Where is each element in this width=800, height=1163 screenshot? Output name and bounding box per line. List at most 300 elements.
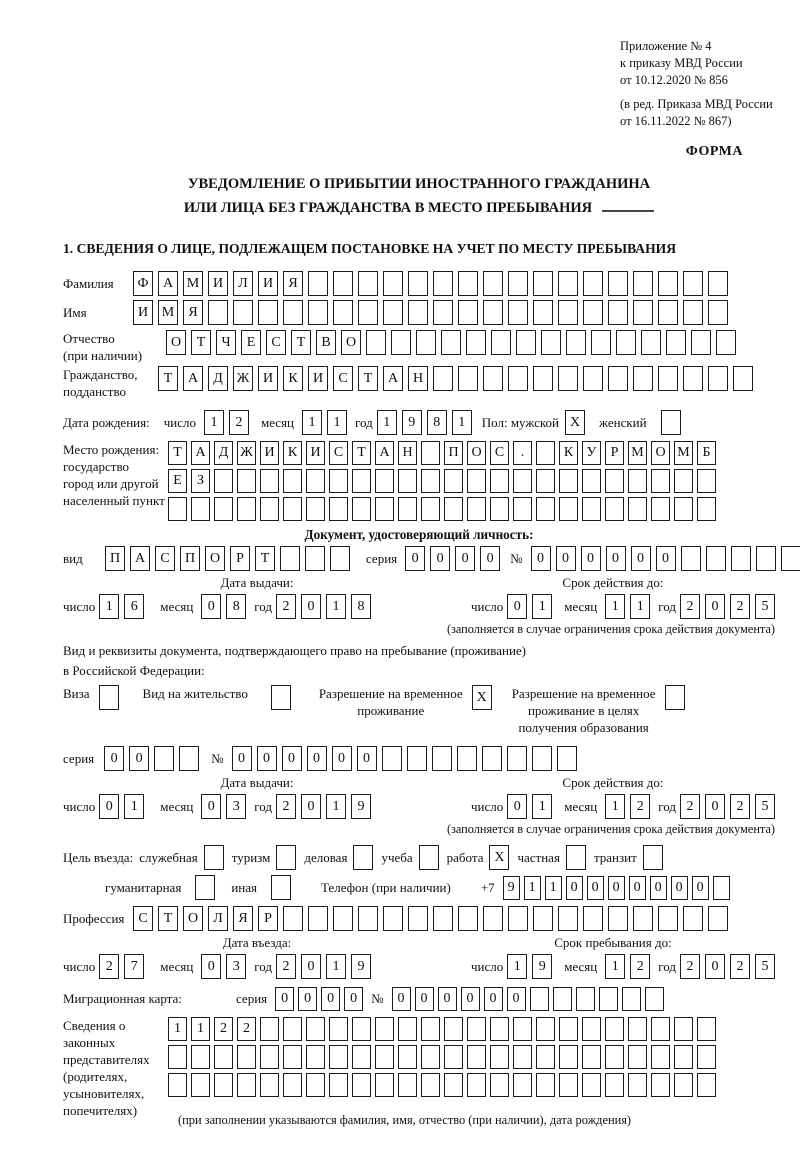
form-cell[interactable] [674, 497, 693, 521]
form-cell[interactable]: П [105, 546, 125, 571]
form-cell[interactable]: 1 [302, 410, 322, 435]
form-cell[interactable] [558, 366, 578, 391]
form-cell[interactable]: 0 [344, 987, 363, 1011]
form-cell[interactable]: 0 [332, 746, 352, 771]
form-cell[interactable] [421, 469, 440, 493]
form-cell[interactable]: 0 [301, 954, 321, 979]
form-cell[interactable]: А [158, 271, 178, 296]
form-cell[interactable]: 0 [232, 746, 252, 771]
form-cell[interactable]: 0 [484, 987, 503, 1011]
form-cell[interactable] [490, 469, 509, 493]
form-cell[interactable] [433, 271, 453, 296]
form-cell[interactable] [433, 366, 453, 391]
form-cell[interactable]: 0 [705, 594, 725, 619]
form-cell[interactable] [583, 366, 603, 391]
form-cell[interactable]: 0 [705, 794, 725, 819]
form-cell[interactable]: Ч [216, 330, 236, 355]
form-cell[interactable] [651, 1017, 670, 1041]
form-cell[interactable] [283, 1073, 302, 1097]
form-cell[interactable]: Я [183, 300, 203, 325]
form-cell[interactable] [582, 1045, 601, 1069]
form-cell[interactable] [237, 497, 256, 521]
form-cell[interactable]: 0 [438, 987, 457, 1011]
form-cell[interactable] [408, 300, 428, 325]
form-cell[interactable] [583, 300, 603, 325]
form-cell[interactable] [398, 1073, 417, 1097]
form-cell[interactable] [608, 300, 628, 325]
form-cell[interactable]: П [180, 546, 200, 571]
form-cell[interactable]: С [155, 546, 175, 571]
form-cell[interactable]: 0 [430, 546, 450, 571]
form-cell[interactable] [280, 546, 300, 571]
form-cell[interactable] [483, 366, 503, 391]
form-cell[interactable] [408, 906, 428, 931]
form-cell[interactable]: М [183, 271, 203, 296]
form-cell[interactable] [628, 1045, 647, 1069]
form-cell[interactable] [651, 469, 670, 493]
form-cell[interactable]: М [628, 441, 647, 465]
form-cell[interactable]: С [333, 366, 353, 391]
form-cell[interactable] [333, 300, 353, 325]
form-cell[interactable] [358, 906, 378, 931]
form-cell[interactable] [352, 1073, 371, 1097]
form-cell[interactable]: О [183, 906, 203, 931]
form-cell[interactable]: 1 [507, 954, 527, 979]
form-cell[interactable]: 0 [301, 594, 321, 619]
form-cell[interactable]: Т [255, 546, 275, 571]
form-cell[interactable] [375, 469, 394, 493]
form-cell[interactable] [329, 1017, 348, 1041]
form-cell[interactable]: О [341, 330, 361, 355]
form-cell[interactable] [628, 497, 647, 521]
form-cell[interactable]: 0 [671, 876, 688, 900]
form-cell[interactable]: Е [168, 469, 187, 493]
form-cell[interactable]: 2 [730, 954, 750, 979]
form-cell[interactable] [260, 1045, 279, 1069]
form-cell[interactable] [237, 1045, 256, 1069]
form-cell[interactable] [305, 546, 325, 571]
form-cell[interactable] [582, 497, 601, 521]
form-cell[interactable]: 2 [730, 594, 750, 619]
form-cell[interactable]: 0 [201, 794, 221, 819]
form-cell[interactable]: С [266, 330, 286, 355]
form-cell[interactable]: 0 [282, 746, 302, 771]
form-cell[interactable] [731, 546, 751, 571]
form-cell[interactable]: К [559, 441, 578, 465]
form-cell[interactable] [358, 271, 378, 296]
form-cell[interactable] [467, 497, 486, 521]
form-cell[interactable]: 8 [351, 594, 371, 619]
form-cell[interactable] [330, 546, 350, 571]
form-cell[interactable] [258, 300, 278, 325]
form-cell[interactable]: 9 [351, 954, 371, 979]
form-cell[interactable] [195, 875, 215, 900]
form-cell[interactable]: 1 [605, 954, 625, 979]
form-cell[interactable]: 0 [650, 876, 667, 900]
form-cell[interactable] [566, 845, 586, 870]
form-cell[interactable] [329, 1045, 348, 1069]
form-cell[interactable]: 9 [503, 876, 520, 900]
form-cell[interactable] [490, 1017, 509, 1041]
form-cell[interactable] [559, 1045, 578, 1069]
form-cell[interactable]: Д [214, 441, 233, 465]
form-cell[interactable] [708, 271, 728, 296]
form-cell[interactable] [467, 1073, 486, 1097]
form-cell[interactable] [383, 300, 403, 325]
form-cell[interactable] [358, 300, 378, 325]
form-cell[interactable]: 0 [321, 987, 340, 1011]
form-cell[interactable] [208, 300, 228, 325]
form-cell[interactable]: 1 [524, 876, 541, 900]
form-cell[interactable] [233, 300, 253, 325]
form-cell[interactable]: X [472, 685, 492, 710]
form-cell[interactable] [683, 906, 703, 931]
form-cell[interactable] [237, 469, 256, 493]
form-cell[interactable] [683, 366, 703, 391]
form-cell[interactable] [433, 300, 453, 325]
form-cell[interactable] [283, 906, 303, 931]
form-cell[interactable] [558, 906, 578, 931]
form-cell[interactable] [681, 546, 701, 571]
form-cell[interactable] [582, 1073, 601, 1097]
form-cell[interactable] [271, 685, 291, 710]
form-cell[interactable] [508, 271, 528, 296]
form-cell[interactable] [683, 300, 703, 325]
form-cell[interactable]: С [490, 441, 509, 465]
form-cell[interactable] [558, 271, 578, 296]
form-cell[interactable] [260, 1017, 279, 1041]
form-cell[interactable]: 1 [326, 594, 346, 619]
form-cell[interactable] [154, 746, 174, 771]
form-cell[interactable]: Т [358, 366, 378, 391]
form-cell[interactable]: 0 [556, 546, 576, 571]
form-cell[interactable] [583, 906, 603, 931]
form-cell[interactable] [283, 300, 303, 325]
form-cell[interactable] [482, 746, 502, 771]
form-cell[interactable] [674, 1073, 693, 1097]
form-cell[interactable] [605, 1073, 624, 1097]
form-cell[interactable]: 0 [455, 546, 475, 571]
form-cell[interactable] [513, 469, 532, 493]
form-cell[interactable]: 0 [531, 546, 551, 571]
form-cell[interactable] [628, 469, 647, 493]
form-cell[interactable] [716, 330, 736, 355]
form-cell[interactable] [697, 1045, 716, 1069]
form-cell[interactable] [708, 300, 728, 325]
form-cell[interactable]: 0 [581, 546, 601, 571]
form-cell[interactable] [306, 1017, 325, 1041]
form-cell[interactable] [179, 746, 199, 771]
form-cell[interactable] [605, 1045, 624, 1069]
form-cell[interactable] [756, 546, 776, 571]
form-cell[interactable] [458, 300, 478, 325]
form-cell[interactable]: 9 [351, 794, 371, 819]
form-cell[interactable]: 1 [326, 794, 346, 819]
form-cell[interactable] [641, 330, 661, 355]
form-cell[interactable]: Р [258, 906, 278, 931]
form-cell[interactable] [366, 330, 386, 355]
form-cell[interactable] [352, 1045, 371, 1069]
form-cell[interactable]: 2 [229, 410, 249, 435]
form-cell[interactable]: Я [283, 271, 303, 296]
form-cell[interactable]: Я [233, 906, 253, 931]
form-cell[interactable] [283, 1017, 302, 1041]
form-cell[interactable] [398, 1017, 417, 1041]
form-cell[interactable]: 5 [755, 954, 775, 979]
form-cell[interactable]: 1 [532, 594, 552, 619]
form-cell[interactable] [651, 497, 670, 521]
form-cell[interactable] [513, 1017, 532, 1041]
form-cell[interactable] [608, 906, 628, 931]
form-cell[interactable]: С [133, 906, 153, 931]
form-cell[interactable]: И [208, 271, 228, 296]
form-cell[interactable]: 0 [608, 876, 625, 900]
form-cell[interactable]: 0 [392, 987, 411, 1011]
form-cell[interactable] [260, 469, 279, 493]
form-cell[interactable] [444, 1073, 463, 1097]
form-cell[interactable] [382, 746, 402, 771]
form-cell[interactable]: 2 [214, 1017, 233, 1041]
form-cell[interactable] [559, 1073, 578, 1097]
form-cell[interactable] [583, 271, 603, 296]
form-cell[interactable] [467, 469, 486, 493]
form-cell[interactable]: 0 [201, 954, 221, 979]
form-cell[interactable] [214, 1045, 233, 1069]
form-cell[interactable]: 0 [606, 546, 626, 571]
form-cell[interactable] [375, 1073, 394, 1097]
form-cell[interactable]: 1 [377, 410, 397, 435]
form-cell[interactable] [467, 1017, 486, 1041]
form-cell[interactable] [383, 906, 403, 931]
form-cell[interactable]: Т [352, 441, 371, 465]
form-cell[interactable] [191, 1045, 210, 1069]
form-cell[interactable]: И [258, 366, 278, 391]
form-cell[interactable] [559, 497, 578, 521]
form-cell[interactable]: 0 [357, 746, 377, 771]
form-cell[interactable] [421, 1017, 440, 1041]
form-cell[interactable]: 6 [124, 594, 144, 619]
form-cell[interactable] [658, 271, 678, 296]
form-cell[interactable]: 8 [427, 410, 447, 435]
form-cell[interactable] [375, 1045, 394, 1069]
form-cell[interactable]: В [316, 330, 336, 355]
form-cell[interactable] [483, 300, 503, 325]
form-cell[interactable] [398, 469, 417, 493]
form-cell[interactable]: 1 [191, 1017, 210, 1041]
form-cell[interactable]: 1 [99, 594, 119, 619]
form-cell[interactable] [536, 441, 555, 465]
form-cell[interactable]: О [205, 546, 225, 571]
form-cell[interactable] [306, 1045, 325, 1069]
form-cell[interactable] [683, 271, 703, 296]
form-cell[interactable]: 1 [124, 794, 144, 819]
form-cell[interactable] [398, 1045, 417, 1069]
form-cell[interactable] [513, 1045, 532, 1069]
form-cell[interactable]: Ф [133, 271, 153, 296]
form-cell[interactable] [333, 271, 353, 296]
form-cell[interactable] [605, 1017, 624, 1041]
form-cell[interactable]: И [308, 366, 328, 391]
form-cell[interactable]: 0 [587, 876, 604, 900]
form-cell[interactable]: 1 [532, 794, 552, 819]
form-cell[interactable] [661, 410, 681, 435]
form-cell[interactable]: Л [233, 271, 253, 296]
form-cell[interactable]: 0 [307, 746, 327, 771]
form-cell[interactable] [666, 330, 686, 355]
form-cell[interactable] [628, 1017, 647, 1041]
form-cell[interactable] [490, 497, 509, 521]
form-cell[interactable] [508, 906, 528, 931]
form-cell[interactable] [191, 1073, 210, 1097]
form-cell[interactable] [491, 330, 511, 355]
form-cell[interactable] [553, 987, 572, 1011]
form-cell[interactable] [645, 987, 664, 1011]
form-cell[interactable]: М [674, 441, 693, 465]
form-cell[interactable] [419, 845, 439, 870]
form-cell[interactable]: 0 [656, 546, 676, 571]
form-cell[interactable] [708, 906, 728, 931]
form-cell[interactable] [260, 1073, 279, 1097]
form-cell[interactable] [260, 497, 279, 521]
form-cell[interactable] [665, 685, 685, 710]
form-cell[interactable] [658, 906, 678, 931]
form-cell[interactable]: И [306, 441, 325, 465]
form-cell[interactable]: 8 [226, 594, 246, 619]
form-cell[interactable] [536, 469, 555, 493]
form-cell[interactable]: Т [168, 441, 187, 465]
form-cell[interactable] [283, 497, 302, 521]
form-cell[interactable]: И [260, 441, 279, 465]
form-cell[interactable]: К [283, 441, 302, 465]
form-cell[interactable]: . [513, 441, 532, 465]
form-cell[interactable] [237, 1073, 256, 1097]
form-cell[interactable]: Р [230, 546, 250, 571]
form-cell[interactable] [628, 1073, 647, 1097]
form-cell[interactable]: Д [208, 366, 228, 391]
form-cell[interactable]: 5 [755, 594, 775, 619]
form-cell[interactable] [421, 1045, 440, 1069]
form-cell[interactable]: X [489, 845, 509, 870]
form-cell[interactable] [643, 845, 663, 870]
form-cell[interactable]: 1 [327, 410, 347, 435]
form-cell[interactable] [658, 366, 678, 391]
form-cell[interactable] [408, 271, 428, 296]
form-cell[interactable] [271, 875, 291, 900]
form-cell[interactable] [533, 366, 553, 391]
form-cell[interactable] [391, 330, 411, 355]
form-cell[interactable] [466, 330, 486, 355]
form-cell[interactable] [733, 366, 753, 391]
form-cell[interactable]: И [133, 300, 153, 325]
form-cell[interactable] [533, 300, 553, 325]
form-cell[interactable]: А [130, 546, 150, 571]
form-cell[interactable]: О [467, 441, 486, 465]
form-cell[interactable]: 2 [276, 794, 296, 819]
form-cell[interactable] [214, 469, 233, 493]
form-cell[interactable] [457, 746, 477, 771]
form-cell[interactable]: А [191, 441, 210, 465]
form-cell[interactable] [633, 271, 653, 296]
form-cell[interactable] [697, 1017, 716, 1041]
form-cell[interactable] [532, 746, 552, 771]
form-cell[interactable]: 2 [237, 1017, 256, 1041]
form-cell[interactable] [306, 469, 325, 493]
form-cell[interactable] [616, 330, 636, 355]
form-cell[interactable] [407, 746, 427, 771]
form-cell[interactable] [513, 1073, 532, 1097]
form-cell[interactable] [591, 330, 611, 355]
form-cell[interactable] [508, 366, 528, 391]
form-cell[interactable] [168, 1045, 187, 1069]
form-cell[interactable] [333, 906, 353, 931]
form-cell[interactable] [566, 330, 586, 355]
form-cell[interactable] [444, 1017, 463, 1041]
form-cell[interactable]: 1 [204, 410, 224, 435]
form-cell[interactable] [559, 469, 578, 493]
form-cell[interactable] [168, 497, 187, 521]
form-cell[interactable]: 0 [461, 987, 480, 1011]
form-cell[interactable]: Т [291, 330, 311, 355]
form-cell[interactable] [483, 906, 503, 931]
form-cell[interactable]: 2 [680, 594, 700, 619]
form-cell[interactable]: 2 [99, 954, 119, 979]
form-cell[interactable]: 2 [276, 594, 296, 619]
form-cell[interactable] [697, 469, 716, 493]
form-cell[interactable]: О [166, 330, 186, 355]
form-cell[interactable]: 2 [276, 954, 296, 979]
form-cell[interactable] [536, 1017, 555, 1041]
form-cell[interactable] [308, 300, 328, 325]
form-cell[interactable] [191, 497, 210, 521]
form-cell[interactable]: Н [408, 366, 428, 391]
form-cell[interactable]: Л [208, 906, 228, 931]
form-cell[interactable] [467, 1045, 486, 1069]
form-cell[interactable] [533, 906, 553, 931]
form-cell[interactable]: К [283, 366, 303, 391]
form-cell[interactable] [559, 1017, 578, 1041]
form-cell[interactable]: 0 [480, 546, 500, 571]
form-cell[interactable] [536, 1045, 555, 1069]
form-cell[interactable]: 0 [201, 594, 221, 619]
form-cell[interactable] [576, 987, 595, 1011]
form-cell[interactable]: 5 [755, 794, 775, 819]
form-cell[interactable] [490, 1073, 509, 1097]
form-cell[interactable]: Т [191, 330, 211, 355]
form-cell[interactable]: Т [158, 906, 178, 931]
form-cell[interactable] [651, 1045, 670, 1069]
form-cell[interactable] [674, 469, 693, 493]
form-cell[interactable]: А [375, 441, 394, 465]
form-cell[interactable]: А [383, 366, 403, 391]
form-cell[interactable]: 0 [275, 987, 294, 1011]
form-cell[interactable] [541, 330, 561, 355]
form-cell[interactable]: У [582, 441, 601, 465]
form-cell[interactable] [398, 497, 417, 521]
form-cell[interactable]: 2 [680, 794, 700, 819]
form-cell[interactable]: 0 [129, 746, 149, 771]
form-cell[interactable] [283, 1045, 302, 1069]
form-cell[interactable] [608, 271, 628, 296]
form-cell[interactable]: 0 [99, 794, 119, 819]
form-cell[interactable] [444, 1045, 463, 1069]
form-cell[interactable] [308, 906, 328, 931]
form-cell[interactable]: С [329, 441, 348, 465]
form-cell[interactable]: 1 [452, 410, 472, 435]
form-cell[interactable] [651, 1073, 670, 1097]
form-cell[interactable] [329, 497, 348, 521]
form-cell[interactable]: 1 [605, 594, 625, 619]
form-cell[interactable] [507, 746, 527, 771]
